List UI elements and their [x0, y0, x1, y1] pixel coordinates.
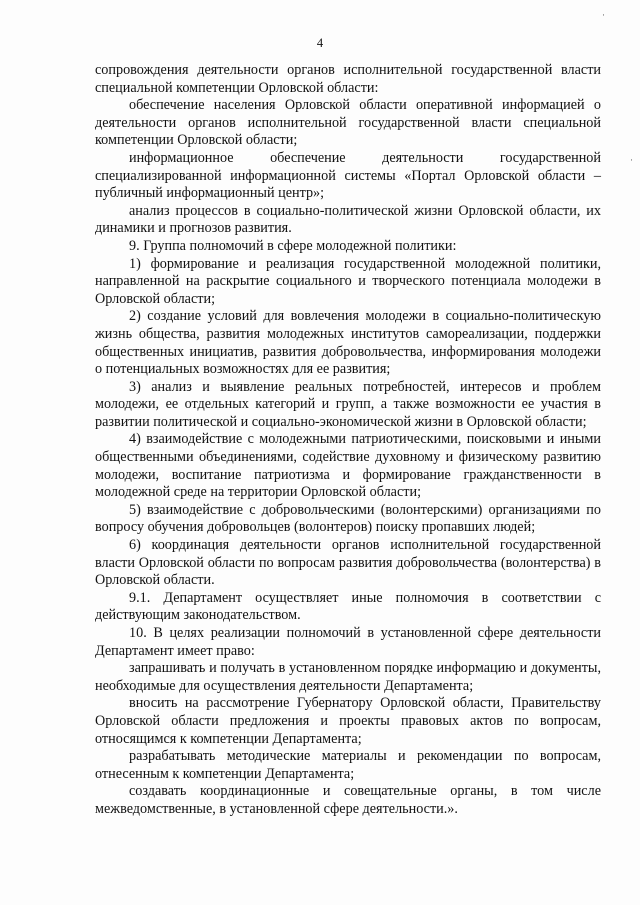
paragraph: создавать координационные и совещательные органы, в том числе межведомственные, в установленной сфере деятельности.». [95, 783, 601, 817]
paragraph: 4) взаимодействие с молодежными патриотическими, поисковыми и иными общественными объединениями, содействие духовному и физическому развитию молодежи, воспитание патриотизма и формирование гражданственности в молодежной среде на территории Орловской области; [95, 431, 601, 501]
paragraph: разрабатывать методические материалы и рекомендации по вопросам, отнесенным к компетенции Департамента; [95, 748, 601, 782]
paragraph: анализ процессов в социально-политической жизни Орловской области, их динамики и прогнозов развития. [95, 202, 601, 237]
paragraph: обеспечение населения Орловской области оперативной информацией о деятельности органов исполнительной государственной власти специальной компетенции Орловской области; [95, 97, 601, 149]
page-number: 4 [316, 36, 324, 50]
paragraph: запрашивать и получать в установленном порядке информацию и документы, необходимые для осуществления деятельности Департамента; [95, 660, 601, 694]
paragraph: 3) анализ и выявление реальных потребностей, интересов и проблем молодежи, ее отдельных категорий и групп, а также возможности ее участия в развитии политической и социально-экономической жизни в Орловской области; [95, 378, 601, 430]
paragraph: информационное обеспечение деятельности государственной специализированной информационной системы «Портал Орловской области – публичный информационный центр»; [95, 149, 601, 202]
scan-mark: · [602, 10, 605, 20]
paragraph: сопровождения деятельности органов исполнительной государственной власти специальной компетенции Орловской области: [95, 62, 601, 96]
paragraph: 9. Группа полномочий в сфере молодежной политики: [129, 237, 457, 254]
scan-mark: · [630, 155, 633, 165]
document-body [95, 62, 601, 819]
paragraph: 6) координация деятельности органов исполнительной государственной власти Орловской области по вопросам развития добровольчества (волонтерства) в Орловской области. [95, 537, 601, 589]
paragraph: 5) взаимодействие с добровольческими (волонтерскими) организациями по вопросу обучения добровольцев (волонтеров) поиску пропавших людей; [95, 501, 601, 536]
paragraph: 1) формирование и реализация государственной молодежной политики, направленной на раскрытие социального и творческого потенциала молодежи в Орловской области; [95, 255, 601, 307]
paragraph: 10. В целях реализации полномочий в установленной сфере деятельности Департамент имеет право: [95, 625, 601, 659]
paragraph: вносить на рассмотрение Губернатору Орловской области, Правительству Орловской области предложения и проекты правовых актов по вопросам, относящимся к компетенции Департамента; [95, 695, 601, 747]
paragraph: 9.1. Департамент осуществляет иные полномочия в соответствии с действующим законодательством. [95, 589, 601, 624]
paragraph: 2) создание условий для вовлечения молодежи в социально-политическую жизнь общества, развития молодежных институтов самореализации, поддержки общественных инициатив, развития добровольчества, информирования молодежи о потенциальных возможностях для ее развития; [95, 308, 601, 378]
